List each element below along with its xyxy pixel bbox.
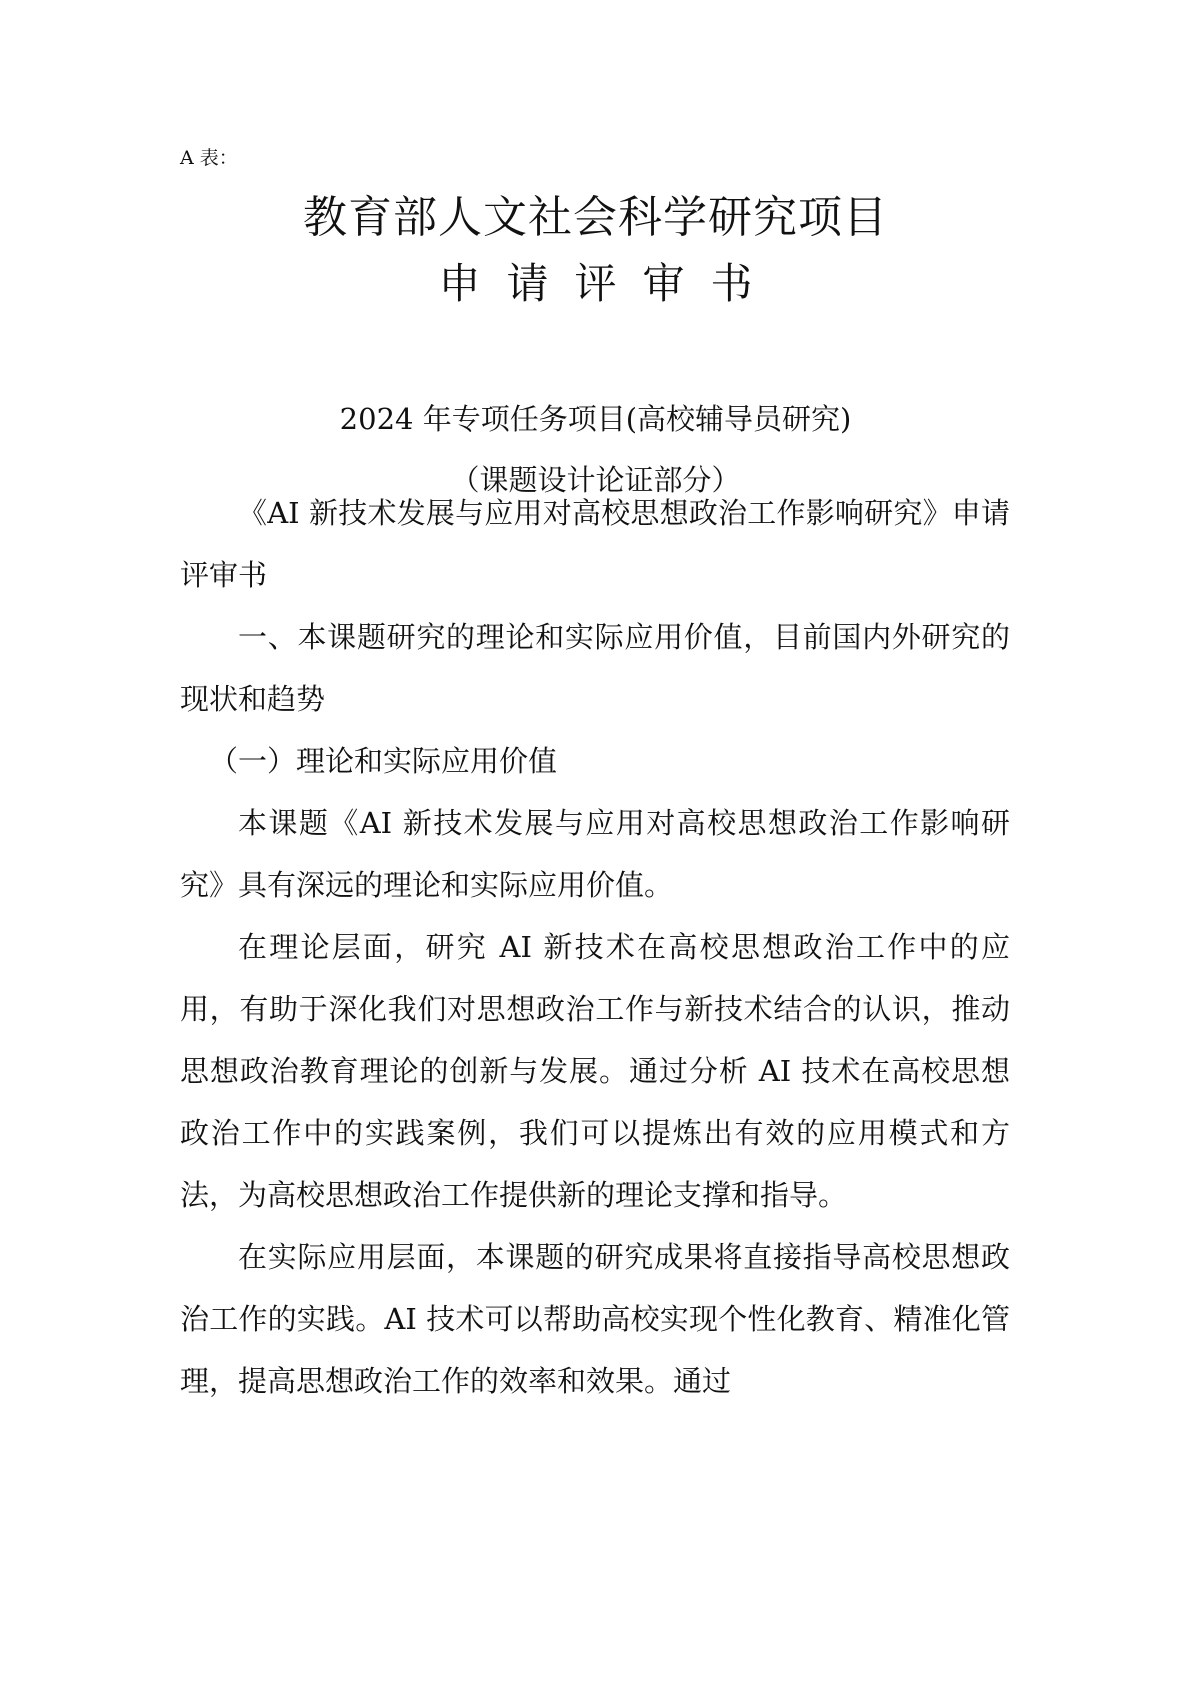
form-label: A 表： [180,147,238,169]
body-paragraph: 本课题《AI 新技术发展与应用对高校思想政治工作影响研究》具有深远的理论和实际应用价值。 [180,806,1010,902]
document-body [180,482,1010,1412]
body-paragraph: 在实际应用层面，本课题的研究成果将直接指导高校思想政治工作的实践。AI 技术可以帮助高校实现个性化教育、精准化管理，提高思想政治工作的效率和效果。通过 [180,1240,1010,1398]
subsection-heading: （一）理论和实际应用价值 [209,744,558,778]
document-subtitle: 申请评审书 [438,259,779,308]
project-type: 2024 年专项任务项目(高校辅导员研究) [339,402,852,436]
section-part-label: （课题设计论证部分） [450,463,741,497]
document-title: 教育部人文社会科学研究项目 [303,192,888,243]
body-paragraph: 在理论层面，研究 AI 新技术在高校思想政治工作中的应用，有助于深化我们对思想政治工作与新技术结合的认识，推动思想政治教育理论的创新与发展。通过分析 AI 技术在高校思想政治工作中的实践案例，我们可以提炼出有效的应用模式和方法，为高校思想政治工作提供新的理论支撑和指导。 [180,930,1010,1212]
project-title-line: 《AI 新技术发展与应用对高校思想政治工作影响研究》申请评审书 [180,496,1010,592]
section-heading: 一、本课题研究的理论和实际应用价值，目前国内外研究的现状和趋势 [180,620,1010,716]
